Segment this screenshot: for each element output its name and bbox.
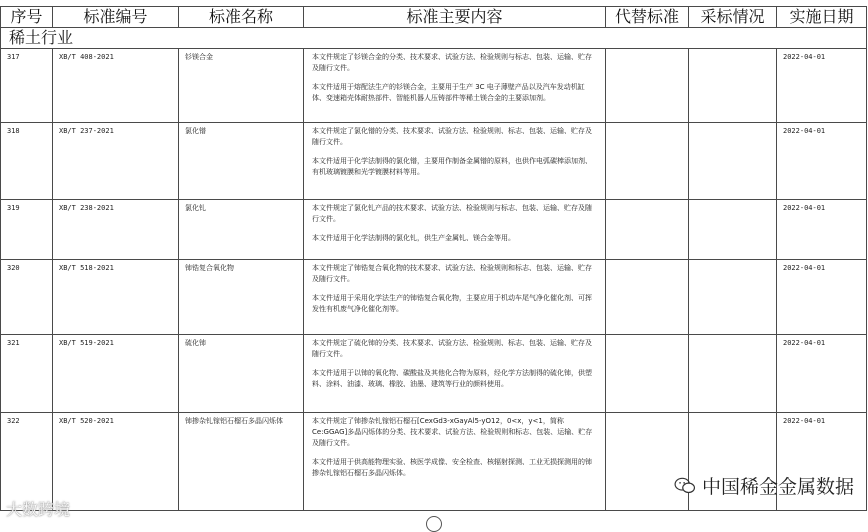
watermark-left: 大数跨境 (6, 500, 71, 519)
cell-code: XB/T 238-2021 (53, 200, 179, 260)
table-row (1, 49, 867, 123)
content-usage: 本文件适用于化学法制得的氯化钆，供生产金属钆、镁合金等用。 (312, 234, 515, 242)
header-no: 序号 (1, 7, 53, 28)
header-date: 实施日期 (777, 7, 867, 28)
cell-content (304, 123, 606, 200)
cell-name: 硫化铈 (179, 335, 304, 413)
content-usage: 本文件适用于采用化学法生产的铈锆复合氧化物，主要应用于机动车尾气净化催化剂、可挥发性有机废气净化催化剂等。 (312, 294, 592, 313)
content-usage: 本文件适用于化学法制得的氯化镨，主要用作制备金属镨的原料，也供作电弧碳棒添加剂、有机玻璃镀膜和光学镀膜材料等用。 (312, 157, 592, 176)
cell-replace (606, 123, 689, 200)
cell-adopt (689, 49, 777, 123)
cell-adopt (689, 260, 777, 335)
cell-content (304, 335, 606, 413)
cell-content (304, 49, 606, 123)
header-replace: 代替标准 (606, 7, 689, 28)
section-title: 稀土行业 (1, 28, 867, 49)
cell-replace (606, 200, 689, 260)
wechat-icon (674, 477, 696, 495)
standards-table (0, 6, 867, 511)
cell-date: 2022-04-01 (777, 123, 867, 200)
section-row (1, 28, 867, 49)
cell-replace (606, 260, 689, 335)
cell-replace (606, 335, 689, 413)
watermark-right (674, 472, 854, 499)
cell-date: 2022-04-01 (777, 335, 867, 413)
cell-adopt (689, 200, 777, 260)
cell-no: 321 (1, 335, 53, 413)
content-scope: 本文件规定了氯化镨的分类、技术要求、试验方法、检验规则、标志、包装、运输、贮存及随行文件。 (312, 127, 592, 146)
content-usage: 本文件适用于熔配法生产的钐镁合金，主要用于生产 3C 电子薄壁产品以及汽车发动机缸体、变速箱壳体耐热部件、智能机器人压铸部件等稀土镁合金的主要添加剂。 (312, 83, 585, 102)
cell-date: 2022-04-01 (777, 49, 867, 123)
cell-content (304, 413, 606, 511)
cell-adopt (689, 123, 777, 200)
content-scope: 本文件规定了铈锆复合氧化物的技术要求、试验方法、检验规则和标志、包装、运输、贮存及随行文件。 (312, 264, 592, 283)
cell-no: 322 (1, 413, 53, 511)
cell-no: 318 (1, 123, 53, 200)
cell-content (304, 200, 606, 260)
cell-no: 320 (1, 260, 53, 335)
header-code: 标准编号 (53, 7, 179, 28)
table-row (1, 123, 867, 200)
table-row (1, 200, 867, 260)
cell-name: 铈锆复合氧化物 (179, 260, 304, 335)
cell-replace (606, 49, 689, 123)
content-usage: 本文件适用于供高能物理实验、核医学成像、安全检查、核辐射探测、工业无损探测用的铈掺杂钆镓铝石榴石多晶闪烁体。 (312, 458, 592, 477)
cell-date: 2022-04-01 (777, 413, 867, 511)
content-scope: 本文件规定了钐镁合金的分类、技术要求、试验方法、检验规则与标志、包装、运输、贮存及随行文件。 (312, 53, 592, 72)
header-content: 标准主要内容 (304, 7, 606, 28)
cell-code: XB/T 237-2021 (53, 123, 179, 200)
header-row (1, 7, 867, 28)
content-scope: 本文件规定了硫化铈的分类、技术要求、试验方法、检验规则、标志、包装、运输、贮存及随行文件。 (312, 339, 592, 358)
cell-date: 2022-04-01 (777, 260, 867, 335)
watermark-right-text: 中国稀金金属数据 (701, 476, 854, 498)
cell-adopt (689, 335, 777, 413)
cell-code: XB/T 518-2021 (53, 260, 179, 335)
cell-name: 氯化镨 (179, 123, 304, 200)
page-marker-icon (426, 516, 442, 532)
header-adopt: 采标情况 (689, 7, 777, 28)
table-row (1, 335, 867, 413)
cell-name: 钐镁合金 (179, 49, 304, 123)
cell-name: 铈掺杂钆镓铝石榴石多晶闪烁体 (179, 413, 304, 511)
cell-name: 氯化钆 (179, 200, 304, 260)
cell-no: 319 (1, 200, 53, 260)
cell-content (304, 260, 606, 335)
cell-code: XB/T 408-2021 (53, 49, 179, 123)
cell-no: 317 (1, 49, 53, 123)
cell-code: XB/T 519-2021 (53, 335, 179, 413)
header-name: 标准名称 (179, 7, 304, 28)
cell-date: 2022-04-01 (777, 200, 867, 260)
table-row (1, 260, 867, 335)
content-usage: 本文件适用于以铈的氧化物、碳酸盐及其他化合物为原料，经化学方法制得的硫化铈，供塑料、涂料、油漆、玻璃、橡胶、油墨、建筑等行业的颜料使用。 (312, 369, 592, 388)
content-scope: 本文件规定了铈掺杂钆镓铝石榴石[CexGd3-xGayAl5-yO12，0<x，y<1，简称Ce:GGAG]多晶闪烁体的分类、技术要求、试验方法、检验规则和标志、包装、运输、贮存及随行文件。 (312, 417, 593, 447)
content-scope: 本文件规定了氯化钆产品的技术要求、试验方法、检验规则与标志、包装、运输、贮存及随行文件。 (312, 204, 592, 223)
cell-code: XB/T 520-2021 (53, 413, 179, 511)
